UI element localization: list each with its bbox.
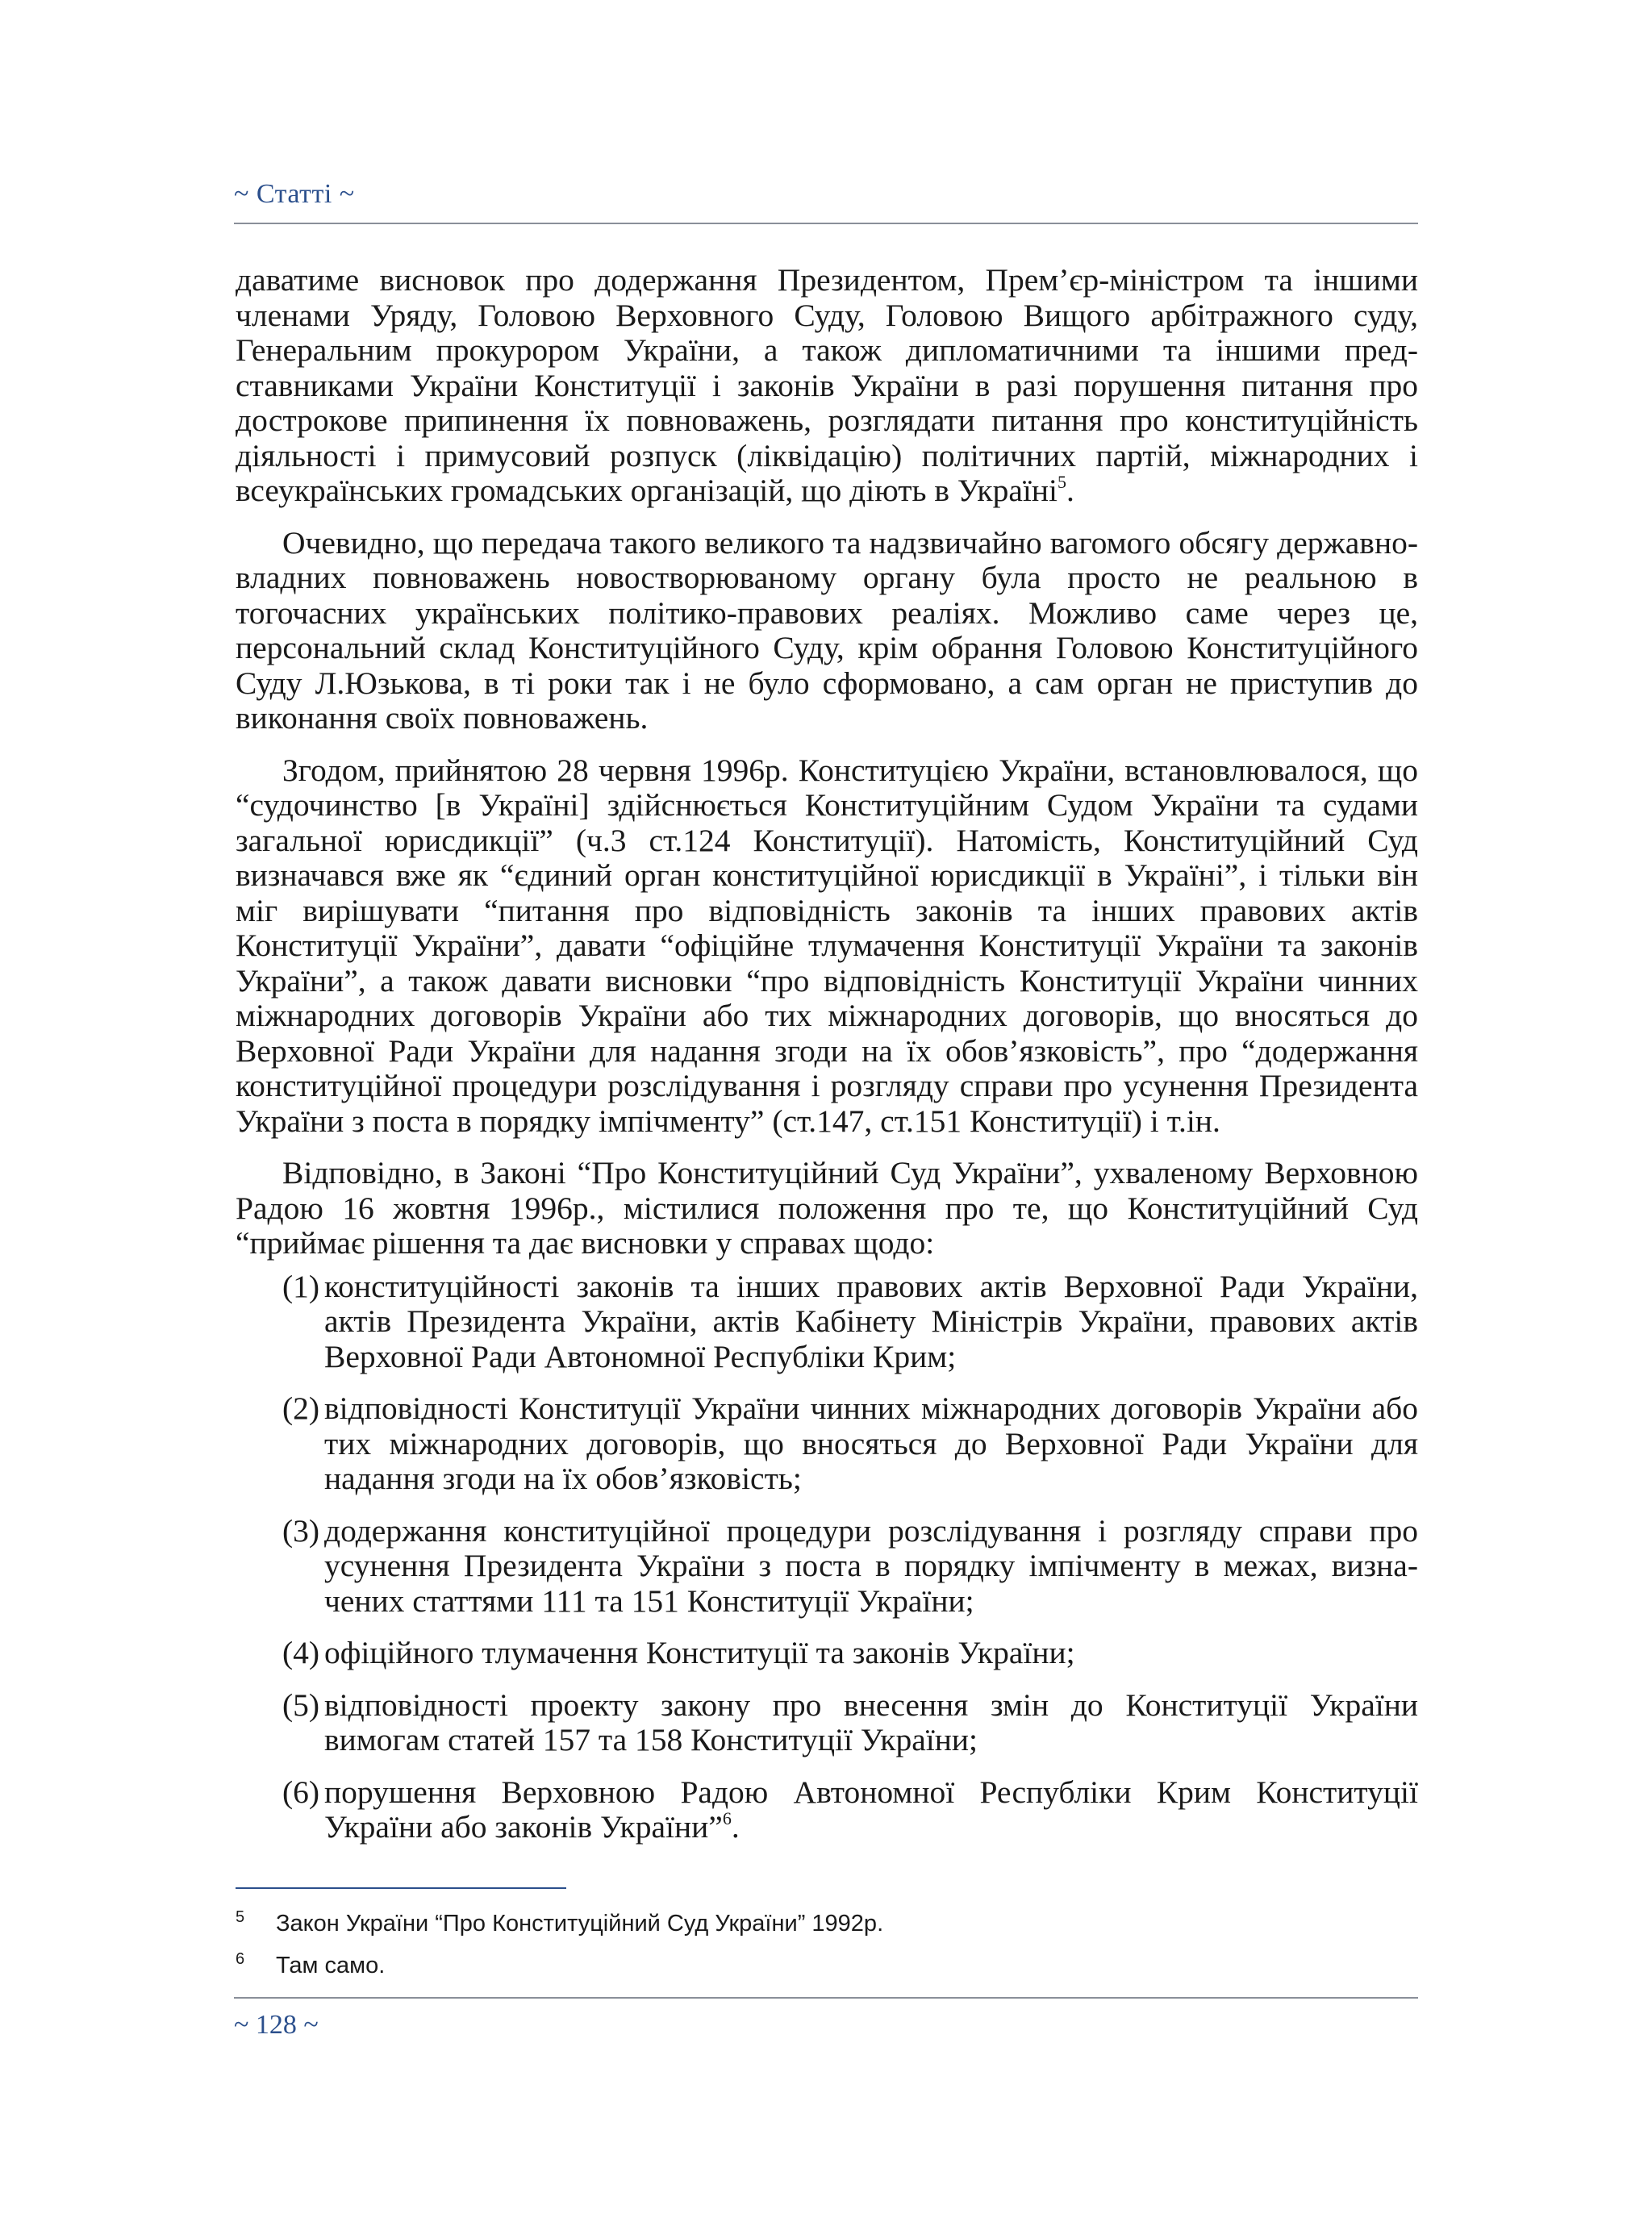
- footnote-text: Там само.: [276, 1953, 386, 1978]
- list-item-number: (4): [282, 1635, 320, 1670]
- list-item-number: (6): [282, 1774, 320, 1810]
- footnote-text: Закон України “Про Конституційний Суд України” 1992р.: [276, 1911, 884, 1937]
- paragraph-2: Очевидно, що передача такого великого та надзвичайно вагомого обсягу державно-владних повноважень новостворюваному органу була просто не реальною в тогочасних українських політико-правових реаліях. Можливо саме через це, персональний склад Конституційного Суду, крім обрання Головою Конституційного Суду Л.Юзькова, в ті роки так і не було сформовано, а сам орган не приступив до виконання своїх повноважень.: [236, 524, 1418, 736]
- paragraph-3: Згодом, прийнятою 28 червня 1996р. Конституцією України, встановлювалося, що “судочинство [в Україні] здійснюється Конституційним Судом України та судами загальної юрисдикції” (ч.3 ст.124 Конституції). Натомість, Конституційний Суд визначався вже як “єдиний орган конституційної юрисдикції в Україні”, і тільки він міг вирішувати “питання про відповідність законів та інших правових актів Конституції України”, давати “офіційне тлумачення Конституції України та законів України”, а також давати висновки “про відповідність Конституції України чинних міжнародних договорів України або тих міжнародних договорів, що вносяться до Верховної Ради України для надання згоди на їх обов’язковість”, про “додержання конституційної процедури розслідування і розгляду справи про усунення Президента України з поста в порядку імпічменту” (ст.147, ст.151 Конституції) і т.ін.: [236, 752, 1418, 1139]
- paragraph-1: даватиме висновок про додержання Президентом, Прем’єр-міністром та іншими членами Уряду, Головою Верховного Суду, Головою Вищого арбітражного суду, Генеральним прокурором України, а також дипломатичними та іншими представниками України Конституції і законів України в разі порушення питання про дострокове припинення їх повноважень, розглядати питання про конституційність діяльності і примусовий розпуск (ліквідацію) політичних партій, міжнародних і всеукраїнських громадських організацій, що діють в Україні$^5$.: [236, 262, 1418, 508]
- list-item: [236, 1270, 1418, 1375]
- list-item: [236, 1391, 1418, 1497]
- list-item: [236, 1775, 1418, 1845]
- list-item: [236, 1688, 1418, 1758]
- footnote-mark: 5: [236, 1908, 245, 1926]
- footnote: [236, 1950, 1418, 1981]
- footnote-rule: [236, 1887, 566, 1889]
- list-item-text: відповідності проекту закону про внесення змін до Конституції України вимогам статей 157 та 158 Конституції України;: [324, 1686, 1418, 1757]
- header-rule: [234, 223, 1418, 224]
- list-end-punct: .: [731, 1809, 740, 1845]
- footnote-ref-6[interactable]: 6: [722, 1807, 732, 1828]
- list-item-number: (2): [282, 1390, 320, 1426]
- list-item-text: порушення Верховною Радою Автономної Республіки Крим Конституції України або законів України”: [324, 1774, 1418, 1845]
- list-item-text: конституційності законів та інших правових актів Верховної Ради України, актів Президента України, актів Кабінету Міністрів України, правових актів Верховної Ради Автономної Республіки Крим;: [324, 1268, 1418, 1374]
- paragraph-4: Відповідно, в Законі “Про Конституційний Суд України”, ухваленому Верховною Радою 16 жовтня 1996р., містилися положення про те, що Конституційний Суд “приймає рішення та дає висновки у справах щодо:: [236, 1155, 1418, 1261]
- footnote-mark: 6: [236, 1950, 245, 1968]
- list-item-text: офіційного тлумачення Конституції та законів України;: [324, 1635, 1075, 1670]
- running-header: ~ Статті ~: [234, 179, 355, 209]
- list-item: [236, 1514, 1418, 1620]
- list-item: [236, 1636, 1418, 1671]
- paragraph-1-text: даватиме висновок про додержання Президентом, Прем’єр-міністром та іншими членами Уряду, Головою Верховного Суду, Головою Вищого арбітражного суду, Генеральним прокурором України, а також дипломатичними та іншими представниками України Конституції і законів України в разі порушення питання про дострокове припинення їх повноважень, розглядати питання про конституційність діяльності і примусовий розпуск (ліквідацію) політичних партій, міжнародних і всеукраїнських громадських організацій, що діють в Україні: [236, 262, 1418, 508]
- footer-rule: [234, 1997, 1418, 1999]
- enumerated-list: [236, 1270, 1418, 1845]
- footnotes: [236, 1908, 1418, 1992]
- list-item-text: додержання конституційної процедури розслідування і розгляду справи про усунення Президента України з поста в порядку імпічменту в межах, визначених статтями 111 та 151 Конституції України;: [324, 1512, 1418, 1619]
- list-item-number: (3): [282, 1512, 320, 1549]
- list-item-number: (1): [282, 1268, 320, 1304]
- list-item-text: відповідності Конституції України чинних міжнародних договорів України або тих міжнародних договорів, що вносяться до Верховної Ради України для надання згоди на їх обов’язковість;: [324, 1390, 1418, 1496]
- list-item-number: (5): [282, 1686, 320, 1723]
- page-number: ~ 128 ~: [234, 2010, 319, 2040]
- body-text: [236, 263, 1418, 1862]
- footnote: [236, 1908, 1418, 1939]
- footnote-ref-5[interactable]: 5: [1057, 471, 1066, 492]
